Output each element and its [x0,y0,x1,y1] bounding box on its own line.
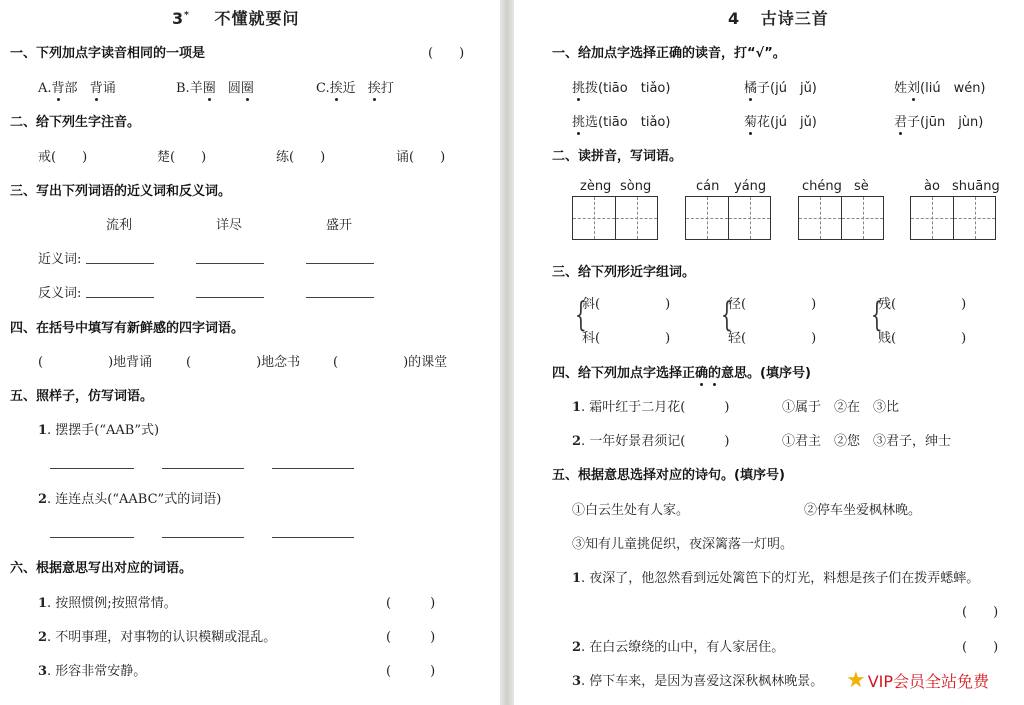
page-gutter [500,0,514,705]
brace: { [870,295,883,335]
pinyin: yáng [734,179,767,194]
section-5-heading: 五、照样子，仿写词语。 [10,389,154,404]
poem-line: ③知有儿童挑促织，夜深篱落一灯明。 [572,537,794,552]
section-2-heading: 二、给下列生字注音。 [10,115,141,130]
pinyin: sòng [620,179,652,194]
reading-item: 君子(jūn jùn) [894,111,983,130]
lesson-title [172,6,299,29]
reading-item: 姓刘(liú wén) [894,77,986,96]
section-3-heading: 三、写出下列词语的近义词和反义词。 [10,184,232,199]
meaning-item: 3. 形容非常安静。 [38,664,147,679]
meaning-item: 2. 在白云缭绕的山中，有人家居住。 [572,640,785,655]
watermark-text: VIP会员全站免费 [867,672,990,691]
lesson-name: 古诗三首 [760,9,829,28]
lesson-mark: * [184,10,190,21]
pinyin: sè [854,179,869,194]
word-item: 详尽 [216,218,243,233]
similar-char: 残( ) [878,297,967,312]
answer-paren: ( ) [386,664,436,679]
reading-item: 挑拨(tiāo tiǎo) [572,77,670,96]
similar-char: 轻( ) [728,331,817,346]
answer-paren: ( ) [962,605,999,620]
pinyin: chéng [802,179,842,194]
antonym-blank[interactable] [86,297,154,298]
pinyin: shuāng [952,179,1000,194]
vip-watermark[interactable] [846,668,989,693]
lesson-title [728,6,829,29]
section-6-heading: 六、根据意思写出对应的词语。 [10,561,193,576]
section-4-heading: 四、在括号中填写有新鲜感的四字词语。 [10,321,245,336]
phrase-item: ( )的课堂 [333,355,448,370]
answer-paren: ( ) [962,640,999,655]
poem-line: ①白云生处有人家。 [572,503,690,518]
char-item: 诵( ) [396,150,446,165]
phrase-item: ( )地背诵 [38,355,153,370]
brace: { [720,295,733,335]
meaning-item: 1. 按照惯例;按照常情。 [38,596,177,611]
antonym-blank[interactable] [196,297,264,298]
writing-grid[interactable] [798,196,884,240]
meaning-item: 2. 不明事理，对事物的认识模糊或混乱。 [38,630,277,645]
pinyin: cán [696,179,720,194]
section-4-heading: 四、给下列加点字选择正确的意思。(填序号) [552,362,811,381]
answer-blank[interactable] [272,537,354,538]
star-icon: ★ [846,668,866,693]
right-worksheet-page [514,0,1024,705]
section-5-heading: 五、根据意思选择对应的诗句。(填序号) [552,468,785,483]
word-item: 盛开 [326,218,353,233]
writing-grid[interactable] [685,196,771,240]
answer-blank[interactable] [272,468,354,469]
option-c: C.挨近 挨打 [316,77,394,96]
pinyin: zèng [580,179,612,194]
synonym-blank[interactable] [306,263,374,264]
synonym-blank[interactable] [86,263,154,264]
similar-char: 径( ) [728,297,817,312]
left-worksheet-page [0,0,500,705]
answer-paren: ( ) [428,46,465,61]
section-2-heading: 二、读拼音，写词语。 [552,149,683,164]
reading-item: 菊花(jú jǔ) [744,111,817,130]
section-3-heading: 三、给下列形近字组词。 [552,265,696,280]
meaning-item: 1. 夜深了，他忽然看到远处篱笆下的灯光，料想是孩子们在拨弄蟋蟀。 [572,571,980,586]
meaning-item: 2. 一年好景君须记( ) [572,434,730,449]
answer-paren: ( ) [386,596,436,611]
char-item: 戒( ) [38,150,88,165]
section-1-heading: 一、给加点字选择正确的读音，打“√”。 [552,46,786,61]
antonym-blank[interactable] [306,297,374,298]
similar-char: 科( ) [582,331,671,346]
writing-grid[interactable] [910,196,996,240]
answer-blank[interactable] [50,537,134,538]
option-a: A.背部 背诵 [38,77,116,96]
reading-item: 橘子(jú jǔ) [744,77,817,96]
option-b: B.羊圈 圆圈 [176,77,254,96]
answer-blank[interactable] [162,537,244,538]
synonym-blank[interactable] [196,263,264,264]
similar-char: 贱( ) [878,331,967,346]
word-item: 流利 [106,218,133,233]
lesson-name: 不懂就要问 [214,9,300,28]
meaning-item: 3. 停下车来，是因为喜爱这深秋枫林晚景。 [572,674,824,689]
lesson-number: 4 [728,9,741,28]
answer-paren: ( ) [386,630,436,645]
writing-grid[interactable] [572,196,658,240]
pinyin: ào [924,179,940,194]
reading-item: 挑选(tiāo tiǎo) [572,111,670,130]
synonym-label: 近义词: [38,252,82,267]
char-item: 练( ) [276,150,326,165]
answer-blank[interactable] [50,468,134,469]
meaning-item: 1. 霜叶红于二月花( ) [572,400,730,415]
meaning-options: ①君主 ②您 ③君子，绅士 [782,434,952,449]
meaning-options: ①属于 ②在 ③比 [782,400,900,415]
char-item: 楚( ) [157,150,207,165]
question-2: 2. 连连点头(“AABC”式的词语) [38,492,222,507]
section-1-heading: 一、下列加点字读音相同的一项是 [10,46,206,61]
similar-char: 斜( ) [582,297,671,312]
poem-line: ②停车坐爱枫林晚。 [804,503,922,518]
lesson-number: 3 [172,9,185,28]
answer-blank[interactable] [162,468,244,469]
question-1: 1. 摆摆手(“AAB”式) [38,423,160,438]
brace: { [574,295,587,335]
phrase-item: ( )地念书 [186,355,301,370]
antonym-label: 反义词: [38,286,82,301]
